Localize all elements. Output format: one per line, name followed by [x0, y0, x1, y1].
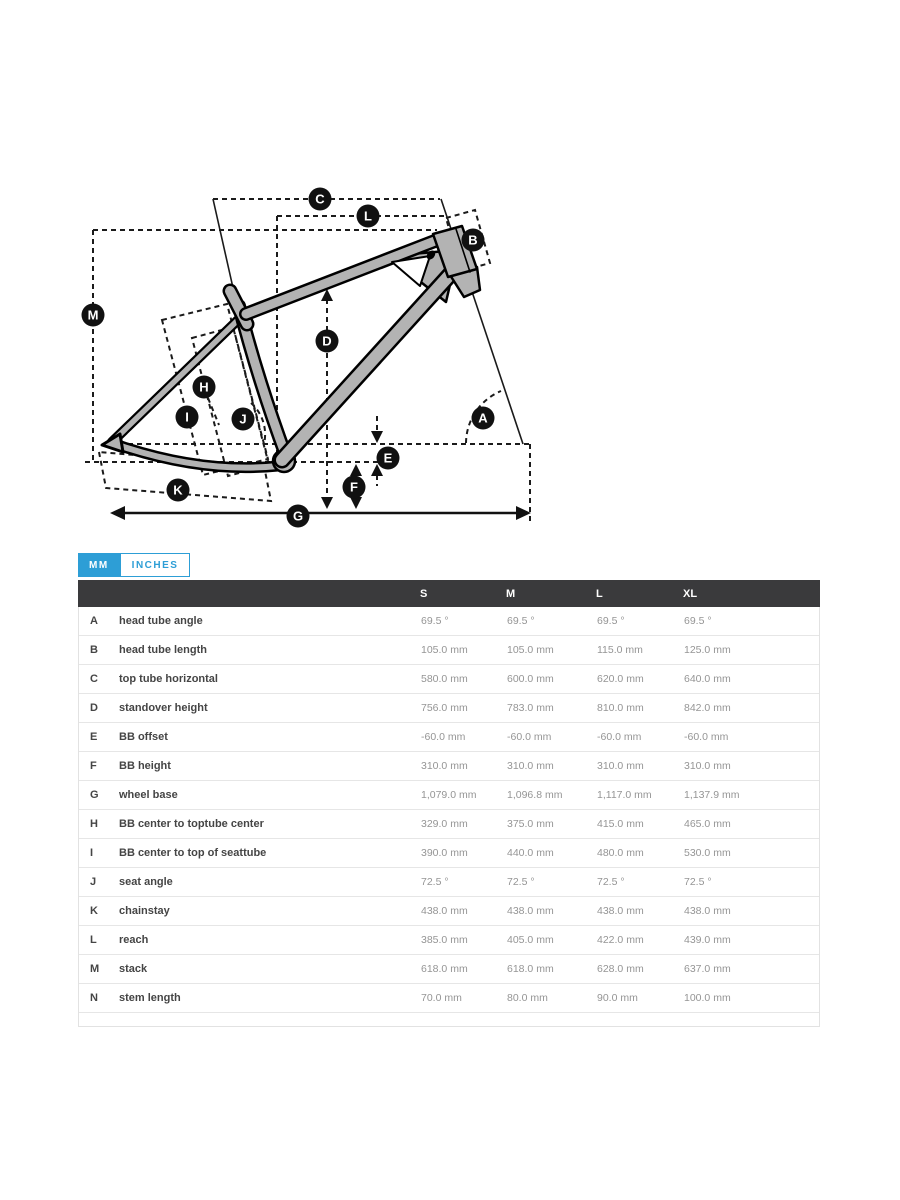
row-letter: L: [90, 934, 97, 946]
diagram-marker-letter-C: C: [315, 191, 325, 207]
row-value-l: 72.5 °: [597, 876, 625, 888]
geometry-row: [79, 665, 819, 694]
row-value-m: 69.5 °: [507, 615, 535, 627]
diagram-marker-letter-L: L: [364, 208, 372, 224]
row-name: stack: [119, 963, 148, 975]
row-value-s: 310.0 mm: [421, 760, 468, 772]
row-value-xl: 310.0 mm: [684, 760, 731, 772]
tab-inches[interactable]: INCHES: [120, 553, 191, 577]
row-value-l: 628.0 mm: [597, 963, 644, 975]
row-letter: D: [90, 702, 98, 714]
geometry-row: [79, 955, 819, 984]
row-value-m: 405.0 mm: [507, 934, 554, 946]
diagram-marker-letter-I: I: [185, 409, 189, 425]
row-value-m: 80.0 mm: [507, 992, 548, 1004]
row-value-l: 115.0 mm: [597, 644, 643, 656]
row-name: head tube length: [119, 644, 207, 656]
bike-frame: [102, 226, 480, 472]
header-size-s: S: [420, 587, 428, 600]
row-value-l: 810.0 mm: [597, 702, 644, 714]
row-value-m: 105.0 mm: [507, 644, 554, 656]
row-letter: I: [90, 847, 94, 859]
row-name: BB height: [119, 760, 171, 772]
row-value-xl: 72.5 °: [684, 876, 712, 888]
geometry-row: [79, 810, 819, 839]
row-value-l: 438.0 mm: [597, 905, 644, 917]
row-value-s: -60.0 mm: [421, 731, 466, 743]
row-letter: E: [90, 731, 98, 743]
row-name: seat angle: [119, 876, 173, 888]
row-value-l: 422.0 mm: [597, 934, 644, 946]
tab-mm[interactable]: MM: [78, 553, 120, 577]
row-name: BB offset: [119, 731, 168, 743]
row-name: top tube horizontal: [119, 673, 218, 685]
geometry-row: [79, 868, 819, 897]
row-value-m: 600.0 mm: [507, 673, 554, 685]
row-name: chainstay: [119, 905, 170, 917]
row-value-m: 438.0 mm: [507, 905, 554, 917]
header-size-xl: XL: [683, 587, 698, 600]
row-letter: A: [90, 615, 98, 627]
diagram-marker-letter-B: B: [468, 232, 478, 248]
row-value-m: 72.5 °: [507, 876, 535, 888]
unit-tabs: [78, 553, 190, 577]
row-letter: N: [90, 992, 98, 1004]
diagram-marker-letter-K: K: [173, 482, 183, 498]
row-value-s: 390.0 mm: [421, 847, 468, 859]
geometry-table-header: [78, 580, 820, 607]
geometry-table: [78, 580, 820, 1027]
row-letter: K: [90, 905, 98, 917]
row-value-xl: 842.0 mm: [684, 702, 731, 714]
geometry-row: [79, 781, 819, 810]
row-value-xl: 637.0 mm: [684, 963, 731, 975]
row-value-xl: 465.0 mm: [684, 818, 731, 830]
diagram-marker-letter-D: D: [322, 333, 332, 349]
row-value-s: 329.0 mm: [421, 818, 468, 830]
row-value-l: 620.0 mm: [597, 673, 644, 685]
row-value-m: 440.0 mm: [507, 847, 554, 859]
row-value-l: 1,117.0 mm: [597, 789, 652, 801]
frame-geometry-diagram: [0, 0, 900, 545]
geometry-row: [79, 636, 819, 665]
row-value-m: 1,096.8 mm: [507, 789, 563, 801]
header-size-m: M: [506, 587, 516, 600]
header-size-l: L: [596, 587, 603, 600]
row-value-s: 756.0 mm: [421, 702, 468, 714]
geometry-row: [79, 926, 819, 955]
row-letter: G: [90, 789, 99, 801]
row-name: stem length: [119, 992, 181, 1004]
row-value-s: 385.0 mm: [421, 934, 468, 946]
row-value-l: 480.0 mm: [597, 847, 644, 859]
row-letter: F: [90, 760, 97, 772]
geometry-row: [79, 607, 819, 636]
row-value-xl: 438.0 mm: [684, 905, 731, 917]
diagram-marker-letter-M: M: [87, 307, 99, 323]
diagram-marker-letter-F: F: [350, 479, 358, 495]
row-value-s: 105.0 mm: [421, 644, 468, 656]
row-value-l: 310.0 mm: [597, 760, 644, 772]
row-letter: H: [90, 818, 98, 830]
row-value-xl: 439.0 mm: [684, 934, 731, 946]
row-letter: M: [90, 963, 100, 975]
row-value-m: -60.0 mm: [507, 731, 552, 743]
row-name: BB center to toptube center: [119, 818, 264, 830]
row-value-xl: -60.0 mm: [684, 731, 729, 743]
row-name: reach: [119, 934, 149, 946]
diagram-marker-letter-E: E: [383, 450, 393, 466]
row-value-s: 69.5 °: [421, 615, 449, 627]
row-value-xl: 1,137.9 mm: [684, 789, 740, 801]
row-value-s: 580.0 mm: [421, 673, 468, 685]
row-letter: J: [90, 876, 97, 888]
row-value-s: 1,079.0 mm: [421, 789, 477, 801]
diagram-marker-letter-J: J: [239, 411, 247, 427]
diagram-marker-letter-G: G: [292, 508, 304, 524]
row-name: BB center to top of seattube: [119, 847, 267, 859]
row-name: head tube angle: [119, 615, 203, 627]
row-value-l: 69.5 °: [597, 615, 625, 627]
row-name: wheel base: [119, 789, 178, 801]
row-value-xl: 69.5 °: [684, 615, 712, 627]
row-value-xl: 125.0 mm: [684, 644, 731, 656]
row-value-l: 90.0 mm: [597, 992, 638, 1004]
row-value-l: -60.0 mm: [597, 731, 642, 743]
geometry-row: [79, 723, 819, 752]
diagram-marker-letter-H: H: [199, 379, 209, 395]
geometry-row: [79, 752, 819, 781]
geometry-row: [79, 984, 819, 1013]
row-letter: C: [90, 673, 98, 685]
row-value-l: 415.0 mm: [597, 818, 644, 830]
diagram-marker-letter-A: A: [478, 410, 488, 426]
row-value-m: 618.0 mm: [507, 963, 554, 975]
row-value-s: 70.0 mm: [421, 992, 462, 1004]
row-value-xl: 640.0 mm: [684, 673, 731, 685]
geometry-row: [79, 694, 819, 723]
row-value-xl: 100.0 mm: [684, 992, 731, 1004]
row-value-s: 438.0 mm: [421, 905, 468, 917]
row-value-m: 375.0 mm: [507, 818, 554, 830]
row-name: standover height: [119, 702, 208, 714]
geometry-row: [79, 839, 819, 868]
row-value-s: 72.5 °: [421, 876, 449, 888]
geometry-row: [79, 897, 819, 926]
row-value-m: 310.0 mm: [507, 760, 554, 772]
row-value-s: 618.0 mm: [421, 963, 468, 975]
row-value-m: 783.0 mm: [507, 702, 554, 714]
row-value-xl: 530.0 mm: [684, 847, 731, 859]
geometry-table-body: [79, 607, 819, 1013]
row-letter: B: [90, 644, 98, 656]
